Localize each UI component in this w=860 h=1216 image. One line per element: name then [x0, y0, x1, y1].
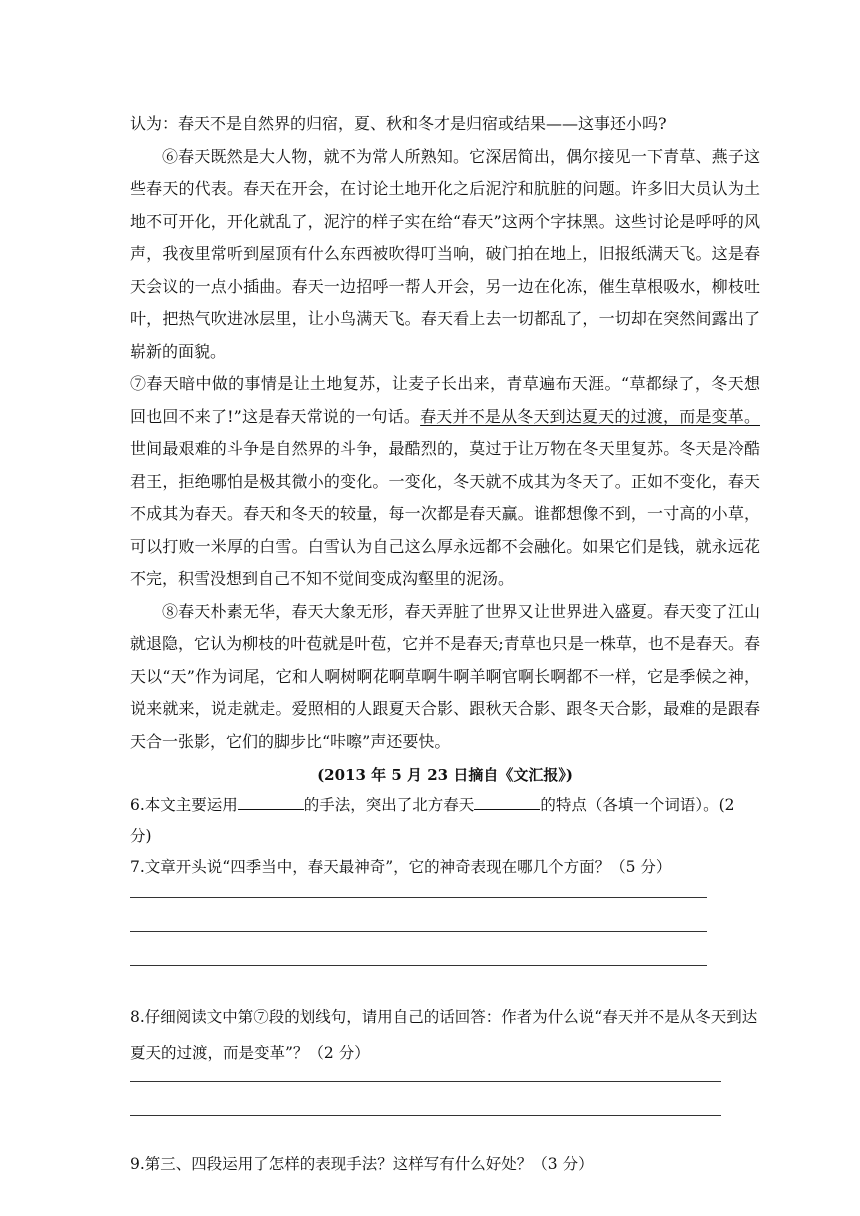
question-7: 7.文章开头说“四季当中，春天最神奇”，它的神奇表现在哪几个方面？（5 分） [130, 858, 672, 876]
answer-line[interactable] [130, 1115, 721, 1116]
question-8: 8.仔细阅读文中第⑦段的划线句，请用自己的话回答：作者为什么说“春天并不是从冬天到达夏天的过渡，而是变革”？（2 分） [130, 1008, 758, 1062]
underlined-sentence: 春天并不是从冬天到达夏天的过渡，而是变革。 [420, 406, 760, 426]
fill-blank-1[interactable] [238, 791, 304, 810]
question-8-answer-area [130, 1071, 760, 1116]
fill-blank-2[interactable] [474, 791, 540, 810]
passage-paragraph-continued: 认为：春天不是自然界的归宿，夏、秋和冬才是归宿或结果——这事还小吗? [130, 114, 667, 133]
answer-line[interactable] [130, 1081, 721, 1082]
paragraph-7-text-after: 世间最艰难的斗争是自然界的斗争，最酷烈的，莫过于让万物在冬天里复苏。冬天是冷酷君王，拒绝哪怕是极其微小的变化。一变化，冬天就不成其为冬天了。正如不变化，春天不成其为春天。春天和冬天的较量，每一次都是春天赢。谁都想像不到，一寸高的小草，可以打败一米厚的白雪。白雪认为自己这么厚永远都不会融化。如果它们是钱，就永远花不完，积雪没想到自己不知不觉间变成沟壑里的泥汤。 [130, 439, 760, 588]
question-6-text-3: 的特点（各填一个词语）。(2 分) [130, 796, 735, 845]
question-9: 9.第三、四段运用了怎样的表现手法？这样写有什么好处？（3 分） [130, 1155, 594, 1173]
answer-line[interactable] [130, 965, 707, 966]
answer-line[interactable] [130, 931, 707, 932]
question-6-text-1: 6.本文主要运用 [130, 796, 238, 814]
passage-paragraph-8: ⑧春天朴素无华，春天大象无形，春天弄脏了世界又让世界进入盛夏。春天变了江山就退隐，它认为柳枝的叶苞就是叶苞，它并不是春天;青草也只是一株草，也不是春天。春天以“天”作为词尾，它和人啊树啊花啊草啊牛啊羊啊官啊长啊都不一样，它是季候之神，说来就来，说走就走。爱照相的人跟夏天合影、跟秋天合影、跟冬天合影，最难的是跟春天合一张影，它们的脚步比“咔嚓”声还要快。 [130, 601, 760, 751]
source-citation: (2013 年 5 月 23 日摘自《文汇报》) [317, 766, 573, 784]
question-7-answer-area [130, 883, 760, 966]
answer-line[interactable] [130, 897, 707, 898]
paragraph-7-text-before: ⑦春天暗中做的事情是让土地复苏，让麦子长出来，青草遍布天涯。“草都绿了，冬天想回也回不来了!”这是春天常说的一句话。 [130, 374, 760, 426]
passage-paragraph-6: ⑥春天既然是大人物，就不为常人所熟知。它深居简出，偶尔接见一下青草、燕子这些春天的代表。春天在开会，在讨论土地开化之后泥泞和肮脏的问题。许多旧大员认为土地不可开化，开化就乱了，泥泞的样子实在给“春天”这两个字抹黑。这些讨论是呼呼的风声，我夜里常听到屋顶有什么东西被吹得叮当响，破门拍在地上，旧报纸满天飞。这是春天会议的一点小插曲。春天一边招呼一帮人开会，另一边在化冻，催生草根吸水，柳枝吐叶，把热气吹进冰层里，让小鸟满天飞。春天看上去一切都乱了，一切却在突然间露出了崭新的面貌。 [130, 146, 760, 361]
question-6 [130, 790, 760, 852]
passage-paragraph-7 [130, 368, 760, 596]
question-6-text-2: 的手法，突出了北方春天 [303, 796, 475, 814]
